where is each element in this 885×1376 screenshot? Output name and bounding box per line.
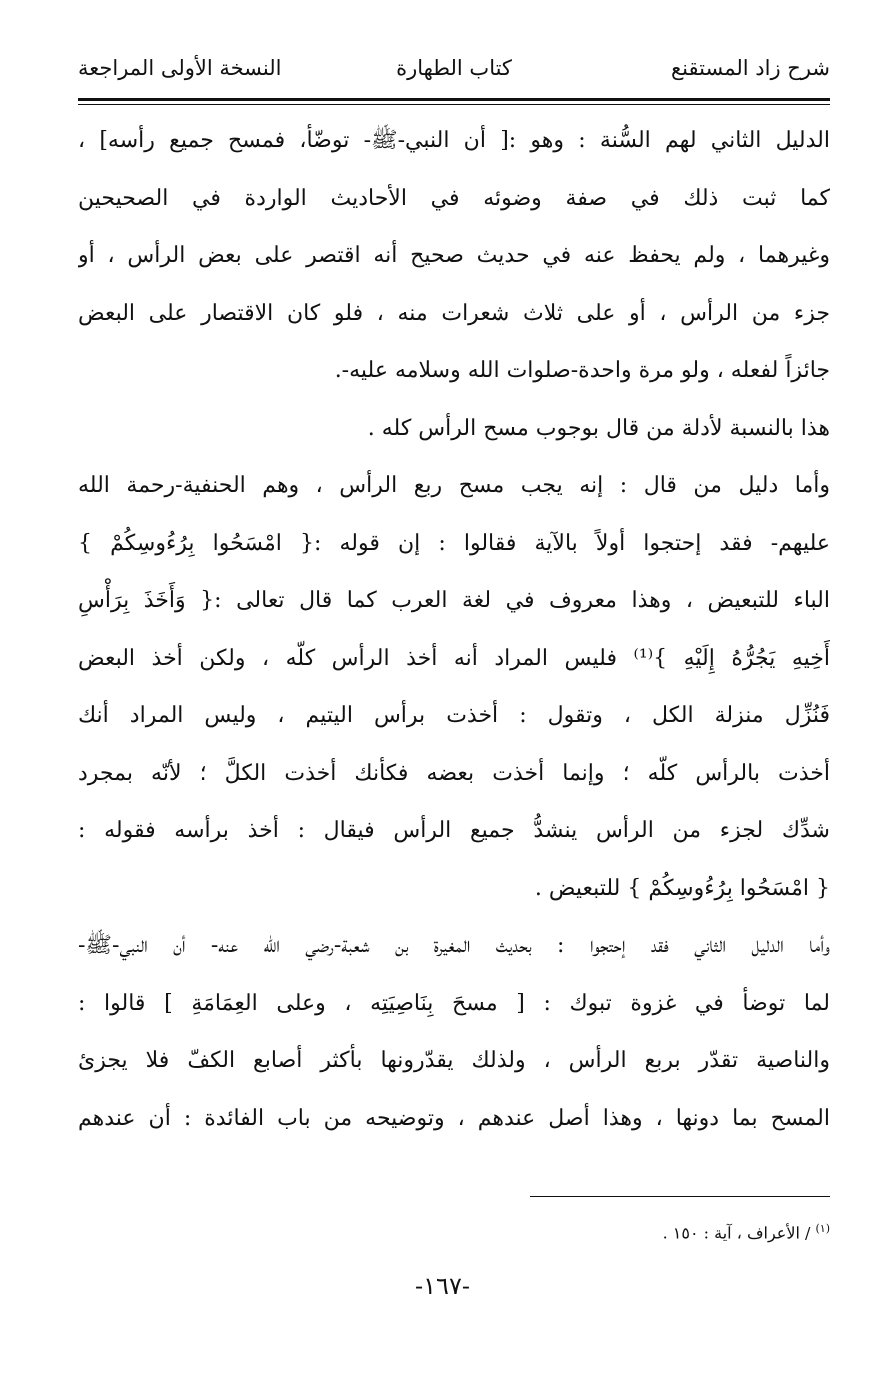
text-line: وأما الدليل الثاني فقد إحتجوا : بحديث المغيرة بن شعبة-رضي الله عنه- أن النبي-ﷺ-	[78, 933, 830, 958]
text-line: عليهم- فقد إحتجوا أولاً بالآية فقالوا : إن قوله :{ امْسَحُوا بِرُءُوسِكُمْ }	[78, 530, 830, 556]
text-line: كما ثبت ذلك في صفة وضوئه في الأحاديث الواردة في الصحيحين	[78, 185, 830, 211]
header-rule-thin	[78, 104, 830, 105]
header-chapter-title: كتاب الطهارة	[396, 56, 512, 80]
text-line: أَخِيهِ يَجُرُّهُ إِلَيْهِ }⁽¹⁾ فليس المراد أنه أخذ الرأس كلّه ، ولكن أخذ البعض	[78, 645, 830, 671]
main-text	[78, 112, 830, 1147]
text-line: الدليل الثاني لهم السُّنة : وهو :[ أن النبي-ﷺ- توضّأ، فمسح جميع رأسه] ،	[78, 128, 830, 153]
text-line: هذا بالنسبة لأدلة من قال بوجوب مسح الرأس كله .	[367, 415, 830, 441]
footnote-text: / الأعراف ، آية : ١٥٠ .	[662, 1223, 811, 1243]
text-line: أخذت بالرأس كلّه ؛ وإنما أخذت بعضه فكأنك أخذت الكلَّ ؛ لأنّه بمجرد	[78, 760, 830, 786]
running-header	[78, 50, 830, 90]
text-line: فَنُزِّل منزلة الكل ، وتقول : أخذت برأس اليتيم ، وليس المراد أنك	[78, 703, 830, 728]
header-rule-thick	[78, 98, 830, 101]
header-edition-note: النسخة الأولى المراجعة	[78, 56, 282, 80]
header-book-title: شرح زاد المستقنع	[671, 56, 830, 80]
text-line: { امْسَحُوا بِرُءُوسِكُمْ } للتبعيض .	[534, 875, 830, 901]
page-number: -١٦٧-	[415, 1272, 470, 1300]
text-line: وأما دليل من قال : إنه يجب مسح ربع الرأس ، وهم الحنفية-رحمة الله	[78, 473, 830, 498]
text-line: المسح بما دونها ، وهذا أصل عندهم ، وتوضيحه من باب الفائدة : أن عندهم	[78, 1105, 830, 1131]
text-line: جزء من الرأس ، أو على ثلاث شعرات منه ، فلو كان الاقتصار على البعض	[78, 300, 830, 326]
text-line: شدِّك لجزء من الرأس ينشدُّ جميع الرأس فيقال : أخذ برأسه فقوله :	[78, 818, 830, 843]
text-line: جائزاً لفعله ، ولو مرة واحدة-صلوات الله وسلامه عليه-.	[334, 358, 830, 383]
text-line: والناصية تقدّر بربع الرأس ، ولذلك يقدّرونها بأكثر أصابع الكفّ فلا يجزئ	[78, 1048, 830, 1073]
text-line: لما توضأ في غزوة تبوك : [ مسحَ بِنَاصِيَتِه ، وعلى العِمَامَةِ ] قالوا :	[78, 990, 830, 1016]
footnote-separator	[530, 1196, 830, 1197]
text-line: وغيرهما ، ولم يحفظ عنه في حديث صحيح أنه اقتصر على بعض الرأس ، أو	[78, 243, 830, 268]
footnote	[663, 1222, 830, 1242]
footnote-marker: (١)	[815, 1222, 830, 1235]
text-line: الباء للتبعيض ، وهذا معروف في لغة العرب كما قال تعالى :{ وَأَخَذَ بِرَأْسِ	[78, 588, 830, 613]
